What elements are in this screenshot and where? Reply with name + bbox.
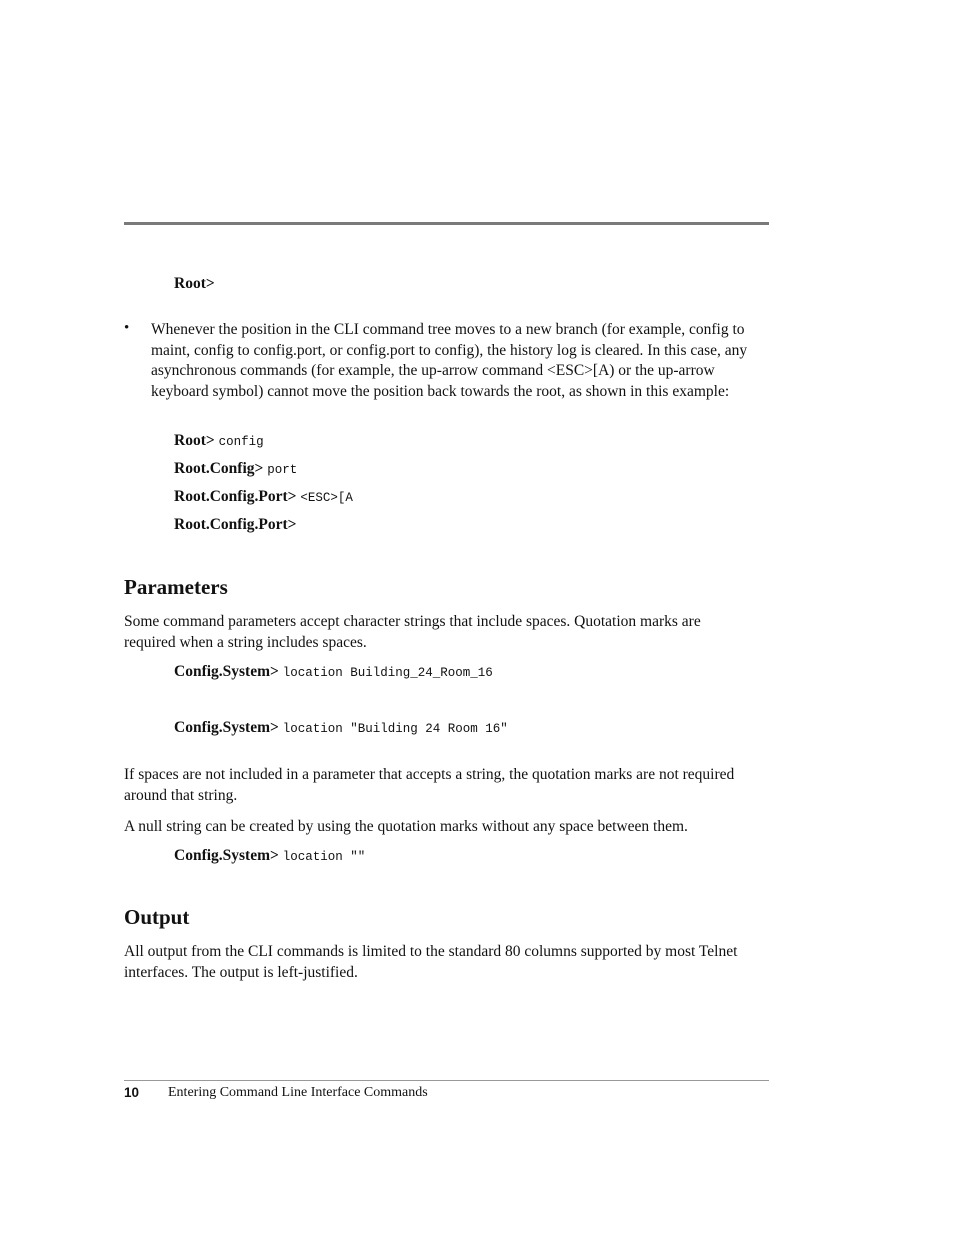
null-string-paragraph: A null string can be created by using the quotation marks without any space between them. [124,818,688,835]
cli-prompt: Root.Config> [174,460,264,477]
example-line [174,847,365,865]
cli-prompt: Root> [174,432,215,449]
footer-rule [124,1080,769,1081]
intro-prompt-line [174,275,215,293]
example-line [174,719,508,737]
running-footer-title: Entering Command Line Interface Commands [168,1085,428,1100]
parameters-heading: Parameters [124,575,228,599]
cli-prompt: Root> [174,275,215,292]
output-paragraph: All output from the CLI commands is limited to the standard 80 columns supported by most Telnet interfaces. The output is left-justified. [124,943,738,981]
bullet-marker: • [124,320,130,336]
no-spaces-paragraph: If spaces are not included in a parameter that accepts a string, the quotation marks are not required around that string. [124,766,735,804]
cli-prompt: Root.Config.Port> [174,488,297,505]
cli-command: location Building_24_Room_16 [282,666,493,680]
example-line [174,516,296,534]
page-number: 10 [124,1085,140,1100]
example-line [174,663,493,681]
example-line [174,432,264,450]
cli-prompt: Config.System> [174,719,279,736]
cli-prompt: Config.System> [174,663,279,680]
output-heading: Output [124,905,190,929]
cli-prompt: Root.Config.Port> [174,516,297,533]
cli-command: location "Building 24 Room 16" [282,722,508,736]
bullet-paragraph: Whenever the position in the CLI command tree moves to a new branch (for example, config to maint, config to config.port, or config.port to config), the history log is cleared. In this case, any asynchronous commands (for example, the up-arrow command <ESC>[A) or the up-arrow keyboard symbol) cannot move the position back towards the root, as shown in this example: [151,321,748,400]
cli-prompt: Config.System> [174,847,279,864]
cli-command: <ESC>[A [300,491,353,505]
cli-command: location "" [282,850,366,864]
cli-command: port [267,463,298,477]
cli-command: config [218,435,264,449]
parameters-intro: Some command parameters accept character strings that include spaces. Quotation marks are required when a string includes spaces. [124,613,701,651]
example-line [174,488,353,506]
example-line [174,460,297,478]
header-rule [124,222,769,225]
